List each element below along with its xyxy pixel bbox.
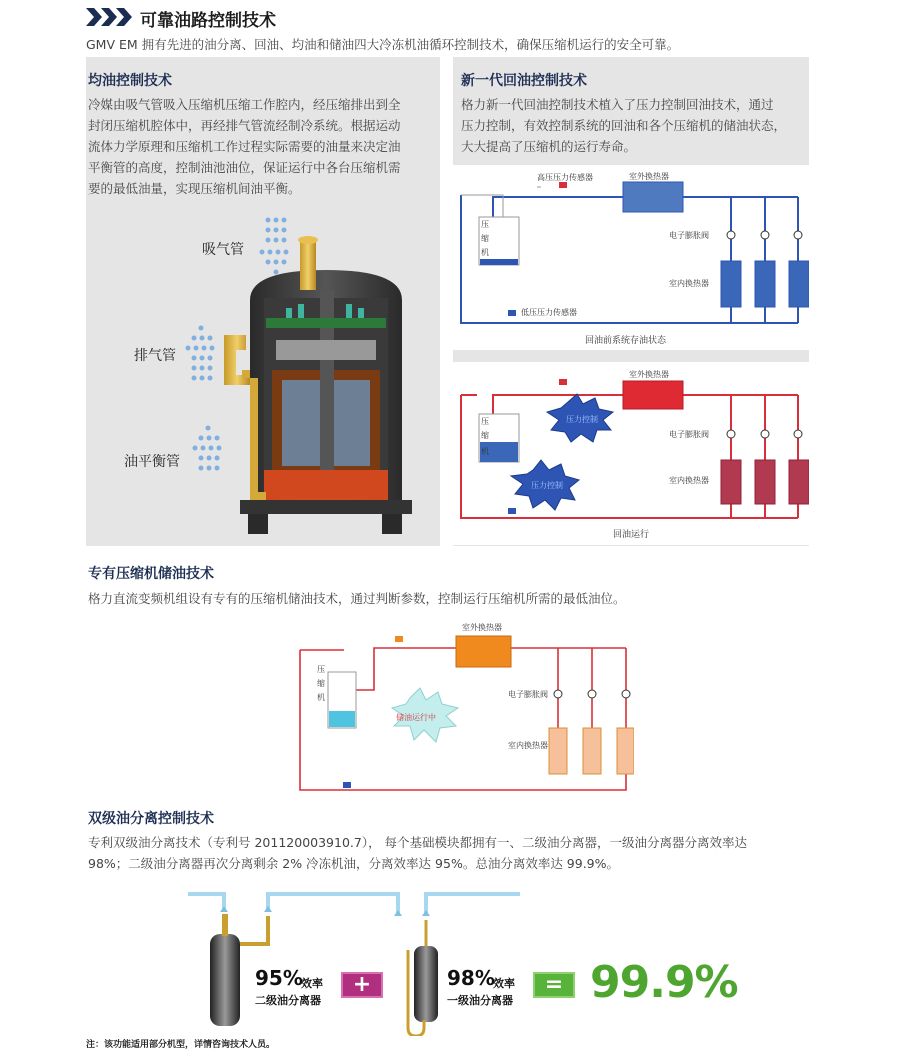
header-chevrons-icon: [86, 8, 134, 30]
label-indoor-hx: 室内换热器: [508, 741, 548, 750]
burst-label-1: 压力控制: [566, 415, 598, 424]
sep2-name: 二级油分离器: [255, 994, 321, 1007]
label-valve: 电子膨胀阀: [669, 231, 709, 240]
sep1-percent: 98%: [447, 966, 495, 990]
label-valve: 电子膨胀阀: [508, 690, 548, 699]
equals-glyph: =: [544, 972, 564, 997]
section-storage-text: 格力直流变频机组设有专有的压缩机储油技术，通过判断参数，控制运行压缩机所需的最低油位。: [88, 591, 626, 606]
label-valve: 电子膨胀阀: [669, 430, 709, 439]
page-title: 可靠油路控制技术: [140, 11, 276, 31]
section-separation-line2: 98%；二级油分离器再次分离剩余 2% 冷冻机油，分离效率达 95%。总油分离效率达 99.9%。: [88, 856, 620, 871]
text-line: 平衡管的高度，控制油池油位，保证运行中各台压缩机需: [88, 160, 401, 175]
text-line: 冷媒由吸气管吸入压缩机压缩工作腔内，经压缩排出到全: [88, 97, 401, 112]
text-line: 封闭压缩机腔体中，再经排气管流经制冷系统。根据运动: [88, 118, 401, 133]
label-indoor-hx: 室内换热器: [669, 476, 709, 485]
equals-icon: [533, 972, 575, 998]
sep2-percent: 95%: [255, 966, 303, 990]
panel-oil-return-text: [461, 94, 809, 157]
label-comp-1: 压: [481, 417, 489, 426]
panel-oil-balance-title: 均油控制技术: [88, 73, 172, 89]
diagram-oil-storage: [298, 620, 634, 794]
diagram1-caption: 回油前系统存油状态: [585, 336, 667, 346]
text-line: 压力控制，有效控制系统的回油和各个压缩机的储油状态，: [461, 118, 787, 133]
label-outdoor-hx: 室外换热器: [629, 370, 669, 379]
sep1-eff-label: 效率: [493, 977, 515, 990]
burst-label-2: 压力控制: [531, 481, 563, 490]
label-outdoor-hx: 室外换热器: [629, 172, 669, 181]
label-comp-3: 机: [481, 447, 489, 456]
diagram-oil-return-operation: [453, 362, 809, 545]
section-separation-line1: 专利双级油分离技术（专利号 201120003910.7）， 每个基础模块都拥有一、二级油分离器，一级油分离器分离效率达: [88, 835, 748, 850]
text-line: 格力新一代回油控制技术植入了压力控制回油技术，通过: [461, 97, 774, 112]
page-subtitle: GMV EM 拥有先进的油分离、回油、均油和储油四大冷冻机油循环控制技术，确保压缩机运行的安全可靠。: [86, 37, 680, 52]
total-efficiency: 99.9%: [590, 957, 738, 1008]
burst-label-storage: 储油运行中: [396, 713, 436, 722]
label-comp-1: 压: [317, 665, 325, 674]
label-comp-3: 机: [481, 248, 489, 257]
text-line: 要的最低油量，实现压缩机间油平衡。: [88, 181, 301, 196]
plus-icon: [341, 972, 383, 998]
label-discharge-pipe: 排气管: [134, 348, 176, 364]
balance-arrow-icon: [193, 426, 222, 471]
panel-oil-balance-text: [88, 94, 440, 199]
sep1-name: 一级油分离器: [447, 994, 513, 1007]
footnote: 注：该功能适用部分机型，详情咨询技术人员。: [86, 1040, 276, 1050]
label-suction-pipe: 吸气管: [202, 242, 244, 258]
compressor-cutaway-illustration: [86, 200, 440, 546]
label-indoor-hx: 室内换热器: [669, 279, 709, 288]
sep2-eff-label: 效率: [301, 977, 323, 990]
label-comp-2: 缩: [317, 679, 325, 688]
text-line: 流体力学原理和压缩机工作过程实际需要的油量来决定油: [88, 139, 401, 154]
label-hp-sensor: 高压压力传感器: [537, 173, 593, 182]
label-comp-2: 缩: [481, 431, 489, 440]
label-comp-1: 压: [481, 220, 489, 229]
separators-illustration: [180, 890, 540, 1036]
label-comp-3: 机: [317, 693, 325, 702]
diagram-before-oil-return: [453, 165, 809, 350]
label-outdoor-hx: 室外换热器: [462, 623, 502, 632]
discharge-arrow-icon: [186, 326, 215, 381]
text-line: 大大提高了压缩机的运行寿命。: [461, 139, 637, 154]
panel-oil-return-title: 新一代回油控制技术: [461, 73, 587, 89]
label-lp-sensor: 低压压力传感器: [521, 308, 577, 317]
section-separation-title: 双级油分离控制技术: [88, 811, 214, 827]
section-storage-title: 专有压缩机储油技术: [88, 566, 214, 582]
diagram2-caption: 回油运行: [613, 530, 650, 540]
label-comp-2: 缩: [481, 234, 489, 243]
suction-arrow-icon: [260, 218, 289, 275]
label-balance-pipe: 油平衡管: [124, 454, 180, 470]
plus-glyph: +: [352, 972, 372, 997]
